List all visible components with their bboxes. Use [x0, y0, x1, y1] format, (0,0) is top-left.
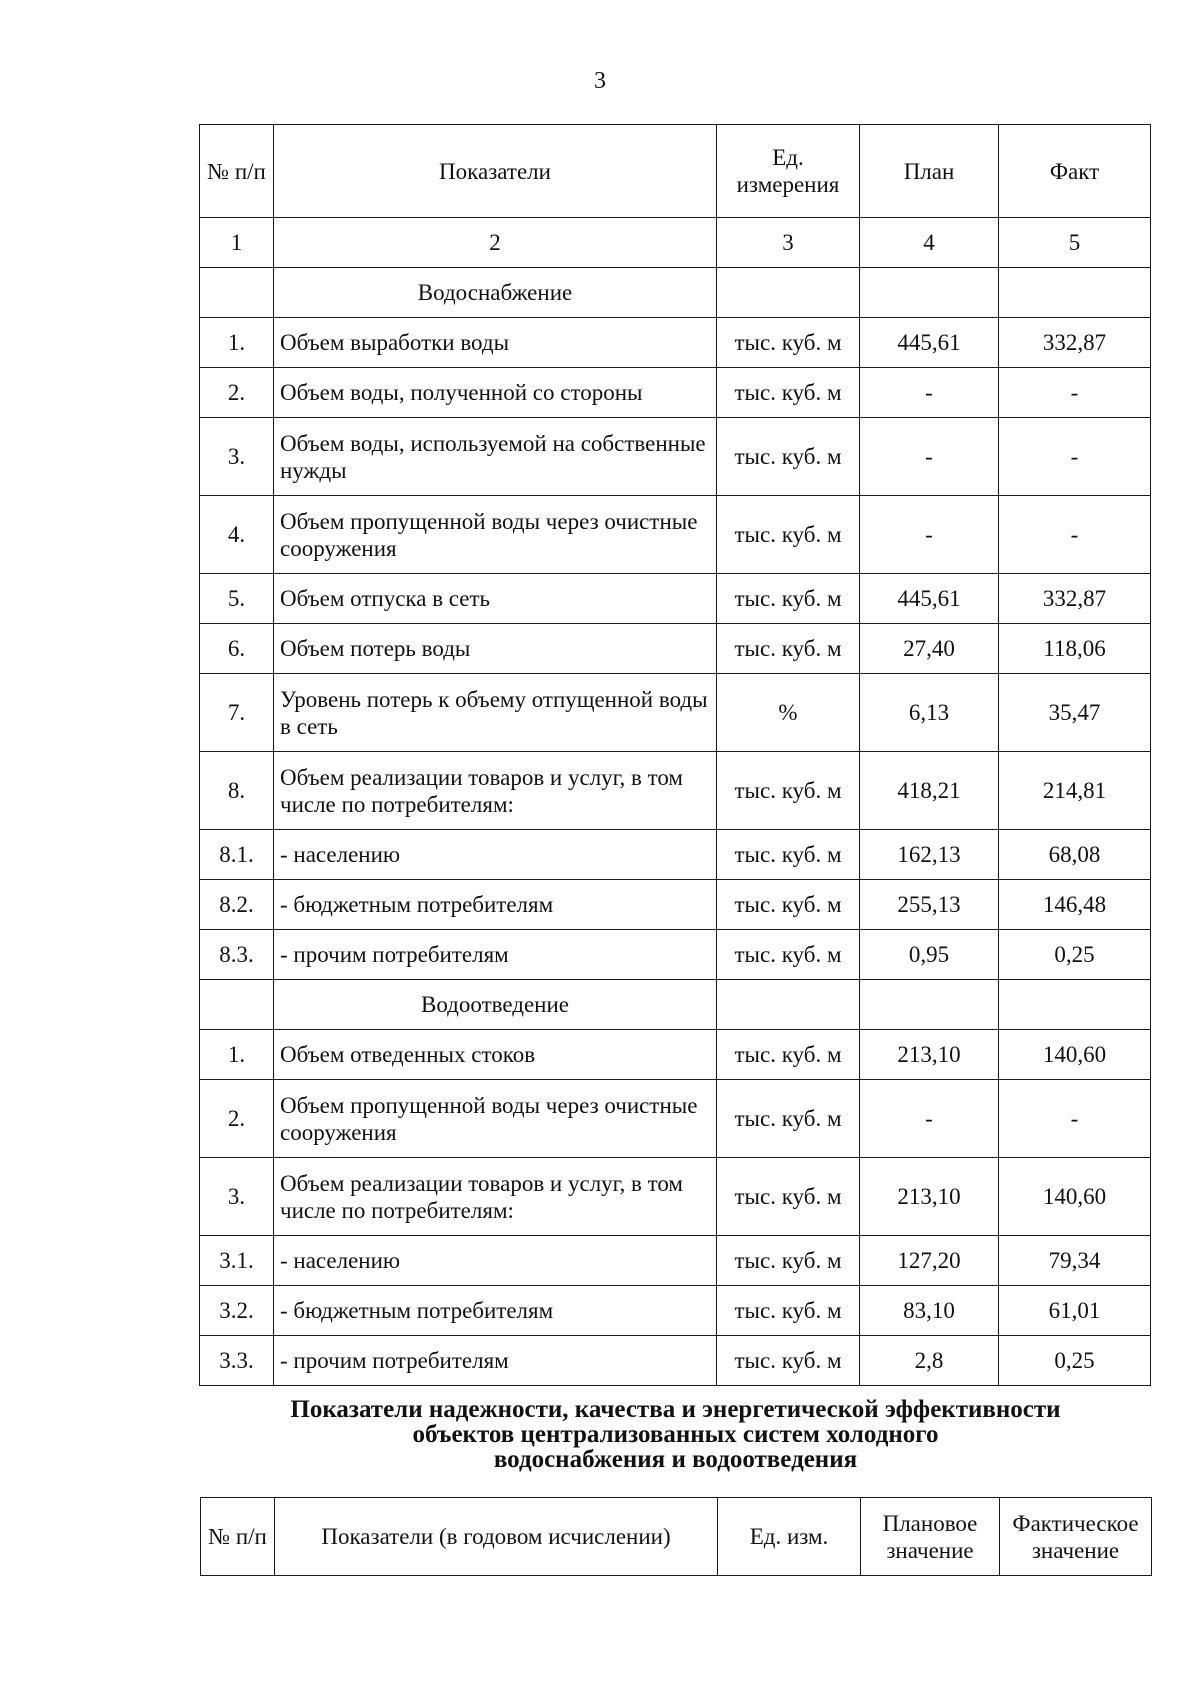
plan-value: -	[860, 1080, 999, 1158]
section-title: Водоотведение	[274, 980, 717, 1030]
row-number: 7.	[200, 674, 274, 752]
plan-value: -	[860, 496, 999, 574]
fact-value: 61,01	[999, 1286, 1151, 1336]
col-number: 4	[860, 218, 999, 268]
table-row	[200, 496, 1151, 574]
col-number: 5	[999, 218, 1151, 268]
plan-value: 213,10	[860, 1030, 999, 1080]
header-indicator: Показатели	[274, 125, 717, 218]
fact-value: 0,25	[999, 930, 1151, 980]
title-line: водоснабжения и водоотведения	[493, 1446, 858, 1473]
table-row	[200, 624, 1151, 674]
unit-cell: тыс. куб. м	[717, 418, 860, 496]
unit-cell: тыс. куб. м	[717, 624, 860, 674]
unit-cell: %	[717, 674, 860, 752]
indicator-name: Объем воды, используемой на собственные нужды	[274, 418, 717, 496]
header-plan: План	[860, 125, 999, 218]
indicator-name: Объем реализации товаров и услуг, в том числе по потребителям:	[274, 752, 717, 830]
row-number: 6.	[200, 624, 274, 674]
section-row	[200, 980, 1151, 1030]
plan-value: -	[860, 368, 999, 418]
indicator-name: Объем выработки воды	[274, 318, 717, 368]
indicator-name: - прочим потребителям	[274, 930, 717, 980]
title-line: Показатели надежности, качества и энергетической эффективности	[290, 1396, 1061, 1423]
table-row	[200, 880, 1151, 930]
plan-value: 162,13	[860, 830, 999, 880]
table-row	[200, 1336, 1151, 1386]
unit-cell: тыс. куб. м	[717, 930, 860, 980]
section-empty-cell	[860, 980, 999, 1030]
row-number: 3.2.	[200, 1286, 274, 1336]
plan-value: 6,13	[860, 674, 999, 752]
row-number: 1.	[200, 318, 274, 368]
indicator-name: Объем потерь воды	[274, 624, 717, 674]
header-unit: Ед. измерения	[717, 125, 860, 218]
unit-cell: тыс. куб. м	[717, 1080, 860, 1158]
indicator-name: Уровень потерь к объему отпущенной воды в сеть	[274, 674, 717, 752]
plan-value: -	[860, 418, 999, 496]
table-row	[200, 1158, 1151, 1236]
unit-cell: тыс. куб. м	[717, 880, 860, 930]
row-number: 3.	[200, 1158, 274, 1236]
unit-cell: тыс. куб. м	[717, 1336, 860, 1386]
unit-cell: тыс. куб. м	[717, 318, 860, 368]
section-empty-cell	[200, 268, 274, 318]
unit-cell: тыс. куб. м	[717, 1286, 860, 1336]
row-number: 4.	[200, 496, 274, 574]
fact-value: 214,81	[999, 752, 1151, 830]
plan-value: 445,61	[860, 574, 999, 624]
indicator-name: - бюджетным потребителям	[274, 1286, 717, 1336]
table-row	[200, 1030, 1151, 1080]
title-line: объектов централизованных систем холодного	[412, 1421, 939, 1448]
header-plan: Плановое значение	[861, 1498, 1000, 1576]
table-row	[200, 1236, 1151, 1286]
plan-value: 213,10	[860, 1158, 999, 1236]
indicator-name: - населению	[274, 830, 717, 880]
header-num: № п/п	[200, 125, 274, 218]
row-number: 3.3.	[200, 1336, 274, 1386]
plan-value: 83,10	[860, 1286, 999, 1336]
indicator-name: Объем реализации товаров и услуг, в том числе по потребителям:	[274, 1158, 717, 1236]
production-indicators-table	[199, 124, 1151, 1386]
table-row	[200, 574, 1151, 624]
fact-value: 140,60	[999, 1030, 1151, 1080]
reliability-indicators-table	[200, 1497, 1152, 1576]
fact-value: 140,60	[999, 1158, 1151, 1236]
row-number: 1.	[200, 1030, 274, 1080]
unit-cell: тыс. куб. м	[717, 1158, 860, 1236]
header-fact: Факт	[999, 125, 1151, 218]
table-row	[200, 1286, 1151, 1336]
fact-value: 332,87	[999, 318, 1151, 368]
table-row	[200, 1080, 1151, 1158]
fact-value: 68,08	[999, 830, 1151, 880]
row-number: 8.1.	[200, 830, 274, 880]
indicator-name: - бюджетным потребителям	[274, 880, 717, 930]
header-row	[201, 1498, 1152, 1576]
fact-value: -	[999, 368, 1151, 418]
indicator-name: Объем отпуска в сеть	[274, 574, 717, 624]
fact-value: 332,87	[999, 574, 1151, 624]
section-title: Водоснабжение	[274, 268, 717, 318]
indicator-name: Объем воды, полученной со стороны	[274, 368, 717, 418]
table-row	[200, 674, 1151, 752]
fact-value: 35,47	[999, 674, 1151, 752]
column-number-row	[200, 218, 1151, 268]
unit-cell: тыс. куб. м	[717, 1030, 860, 1080]
fact-value: 79,34	[999, 1236, 1151, 1286]
plan-value: 418,21	[860, 752, 999, 830]
row-number: 3.1.	[200, 1236, 274, 1286]
fact-value: 146,48	[999, 880, 1151, 930]
fact-value: 118,06	[999, 624, 1151, 674]
section-row	[200, 268, 1151, 318]
section-empty-cell	[200, 980, 274, 1030]
col-number: 1	[200, 218, 274, 268]
plan-value: 445,61	[860, 318, 999, 368]
unit-cell: тыс. куб. м	[717, 368, 860, 418]
header-num: № п/п	[201, 1498, 275, 1576]
row-number: 8.3.	[200, 930, 274, 980]
indicator-name: Объем пропущенной воды через очистные сооружения	[274, 1080, 717, 1158]
unit-cell: тыс. куб. м	[717, 1236, 860, 1286]
unit-cell: тыс. куб. м	[717, 752, 860, 830]
table-row	[200, 418, 1151, 496]
section-empty-cell	[999, 268, 1151, 318]
row-number: 8.2.	[200, 880, 274, 930]
page-number: 3	[594, 68, 606, 94]
plan-value: 2,8	[860, 1336, 999, 1386]
section-empty-cell	[860, 268, 999, 318]
unit-cell: тыс. куб. м	[717, 574, 860, 624]
indicator-name: - населению	[274, 1236, 717, 1286]
header-row	[200, 125, 1151, 218]
table-row	[200, 830, 1151, 880]
fact-value: -	[999, 496, 1151, 574]
section-empty-cell	[717, 980, 860, 1030]
row-number: 2.	[200, 1080, 274, 1158]
fact-value: -	[999, 418, 1151, 496]
fact-value: -	[999, 1080, 1151, 1158]
header-indicator: Показатели (в годовом исчислении)	[275, 1498, 718, 1576]
row-number: 2.	[200, 368, 274, 418]
indicator-name: Объем пропущенной воды через очистные сооружения	[274, 496, 717, 574]
fact-value: 0,25	[999, 1336, 1151, 1386]
plan-value: 0,95	[860, 930, 999, 980]
indicator-name: - прочим потребителям	[274, 1336, 717, 1386]
table-row	[200, 752, 1151, 830]
row-number: 8.	[200, 752, 274, 830]
row-number: 3.	[200, 418, 274, 496]
unit-cell: тыс. куб. м	[717, 830, 860, 880]
header-unit: Ед. изм.	[718, 1498, 861, 1576]
plan-value: 127,20	[860, 1236, 999, 1286]
section-empty-cell	[717, 268, 860, 318]
plan-value: 255,13	[860, 880, 999, 930]
header-fact: Фактическое значение	[1000, 1498, 1152, 1576]
row-number: 5.	[200, 574, 274, 624]
table-row	[200, 368, 1151, 418]
section-empty-cell	[999, 980, 1151, 1030]
col-number: 2	[274, 218, 717, 268]
col-number: 3	[717, 218, 860, 268]
table-row	[200, 930, 1151, 980]
unit-cell: тыс. куб. м	[717, 496, 860, 574]
table-row	[200, 318, 1151, 368]
indicator-name: Объем отведенных стоков	[274, 1030, 717, 1080]
plan-value: 27,40	[860, 624, 999, 674]
reliability-section-title	[200, 1397, 1151, 1472]
